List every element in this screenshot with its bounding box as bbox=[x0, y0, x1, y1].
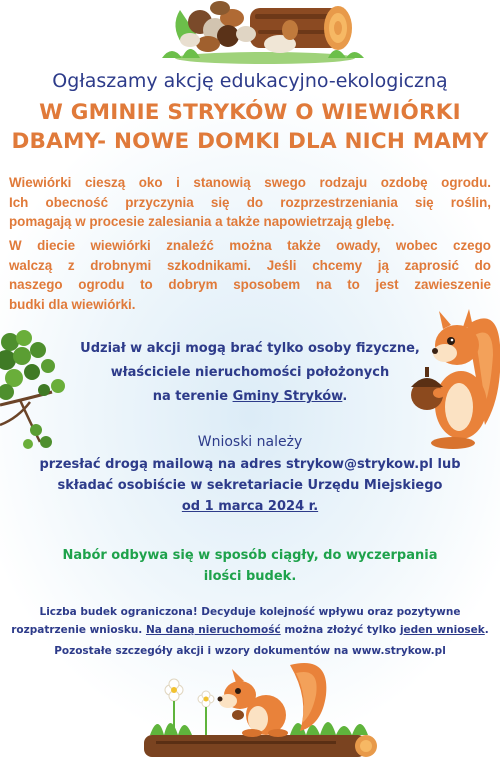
squirrel-on-log-illustration bbox=[140, 655, 380, 757]
gmina-strykow-link[interactable]: Gminy Stryków bbox=[232, 389, 343, 404]
property-emphasis: Na daną nieruchomość bbox=[145, 624, 281, 636]
intro-p1-line: Ich obecność przyczynia się do rozprzestrzeniania się roślin, bbox=[9, 194, 491, 210]
eligibility-section bbox=[0, 338, 500, 407]
limits-text: rozpatrzenie wniosku. bbox=[11, 624, 146, 636]
nuts-and-log-illustration bbox=[160, 0, 370, 64]
subtitle: Ogłaszamy akcję edukacyjno-ekologiczną bbox=[52, 70, 448, 92]
intro-paragraph-2 bbox=[9, 236, 491, 314]
intro-p1-line: pomagają w procesie zalesiania a także napowietrzają glebę. bbox=[9, 214, 395, 229]
details-prefix: Pozostałe szczegóły akcji i wzory dokumentów na bbox=[54, 645, 353, 657]
intro-p1-line: Wiewiórki cieszą oko i stanowią swego rodzaju ozdobę ogrodu. bbox=[9, 175, 491, 190]
eligibility-line-1: Udział w akcji mogą brać tylko osoby fizyczne, bbox=[80, 341, 420, 356]
submission-date: od 1 marca 2024 r. bbox=[181, 499, 319, 514]
intro-p2-line: W diecie wiewiórki znaleźć można także owady, wobec czego bbox=[9, 238, 491, 253]
recruitment-line-1: Nabór odbywa się w sposób ciągły, do wyczerpania bbox=[62, 548, 438, 563]
limits-text: można złożyć tylko bbox=[280, 624, 400, 636]
headline-line-2: DBAMY- NOWE DOMKI DLA NICH MAMY bbox=[11, 129, 489, 154]
submission-line-1: Wnioski należy bbox=[197, 434, 303, 450]
limits-line-2 bbox=[0, 621, 500, 639]
eligibility-prefix: na terenie bbox=[152, 389, 233, 404]
flower-icon bbox=[198, 691, 214, 735]
submission-details bbox=[0, 454, 500, 517]
limits-section bbox=[0, 603, 500, 639]
submission-line-3: składać osobiście w sekretariacie Urzędu Miejskiego bbox=[57, 478, 443, 493]
headline bbox=[0, 98, 500, 156]
submission-line-2: przesłać drogą mailową na adres strykow@strykow.pl lub bbox=[39, 457, 461, 472]
strykow-website-link[interactable]: www.strykow.pl bbox=[352, 645, 446, 657]
headline-line-1: W GMINIE STRYKÓW O WIEWIÓRKI bbox=[39, 100, 461, 125]
recruitment-line-2: ilości budek. bbox=[203, 569, 297, 584]
limits-line-1: Liczba budek ograniczona! Decyduje kolejność wpływu oraz pozytywne bbox=[39, 606, 461, 618]
intro-p2-line: naszego ogrodu to dobrym sposobem na to jest zawieszenie bbox=[9, 277, 491, 292]
eligibility-suffix: . bbox=[342, 389, 348, 404]
eligibility-line-3 bbox=[0, 386, 500, 407]
intro-paragraph-1 bbox=[9, 173, 491, 232]
intro-p2-line: budki dla wiewiórki. bbox=[9, 296, 136, 312]
eligibility-line-2: właściciele nieruchomości położonych bbox=[110, 365, 390, 380]
intro-p2-line: walczą z drobnymi szkodnikami. Jeśli chcemy ją zaprosić do bbox=[9, 257, 491, 273]
recruitment-section bbox=[0, 545, 500, 587]
submission-section bbox=[0, 432, 500, 452]
one-application-emphasis: jeden wniosek bbox=[399, 624, 485, 636]
limits-text: . bbox=[484, 624, 489, 636]
